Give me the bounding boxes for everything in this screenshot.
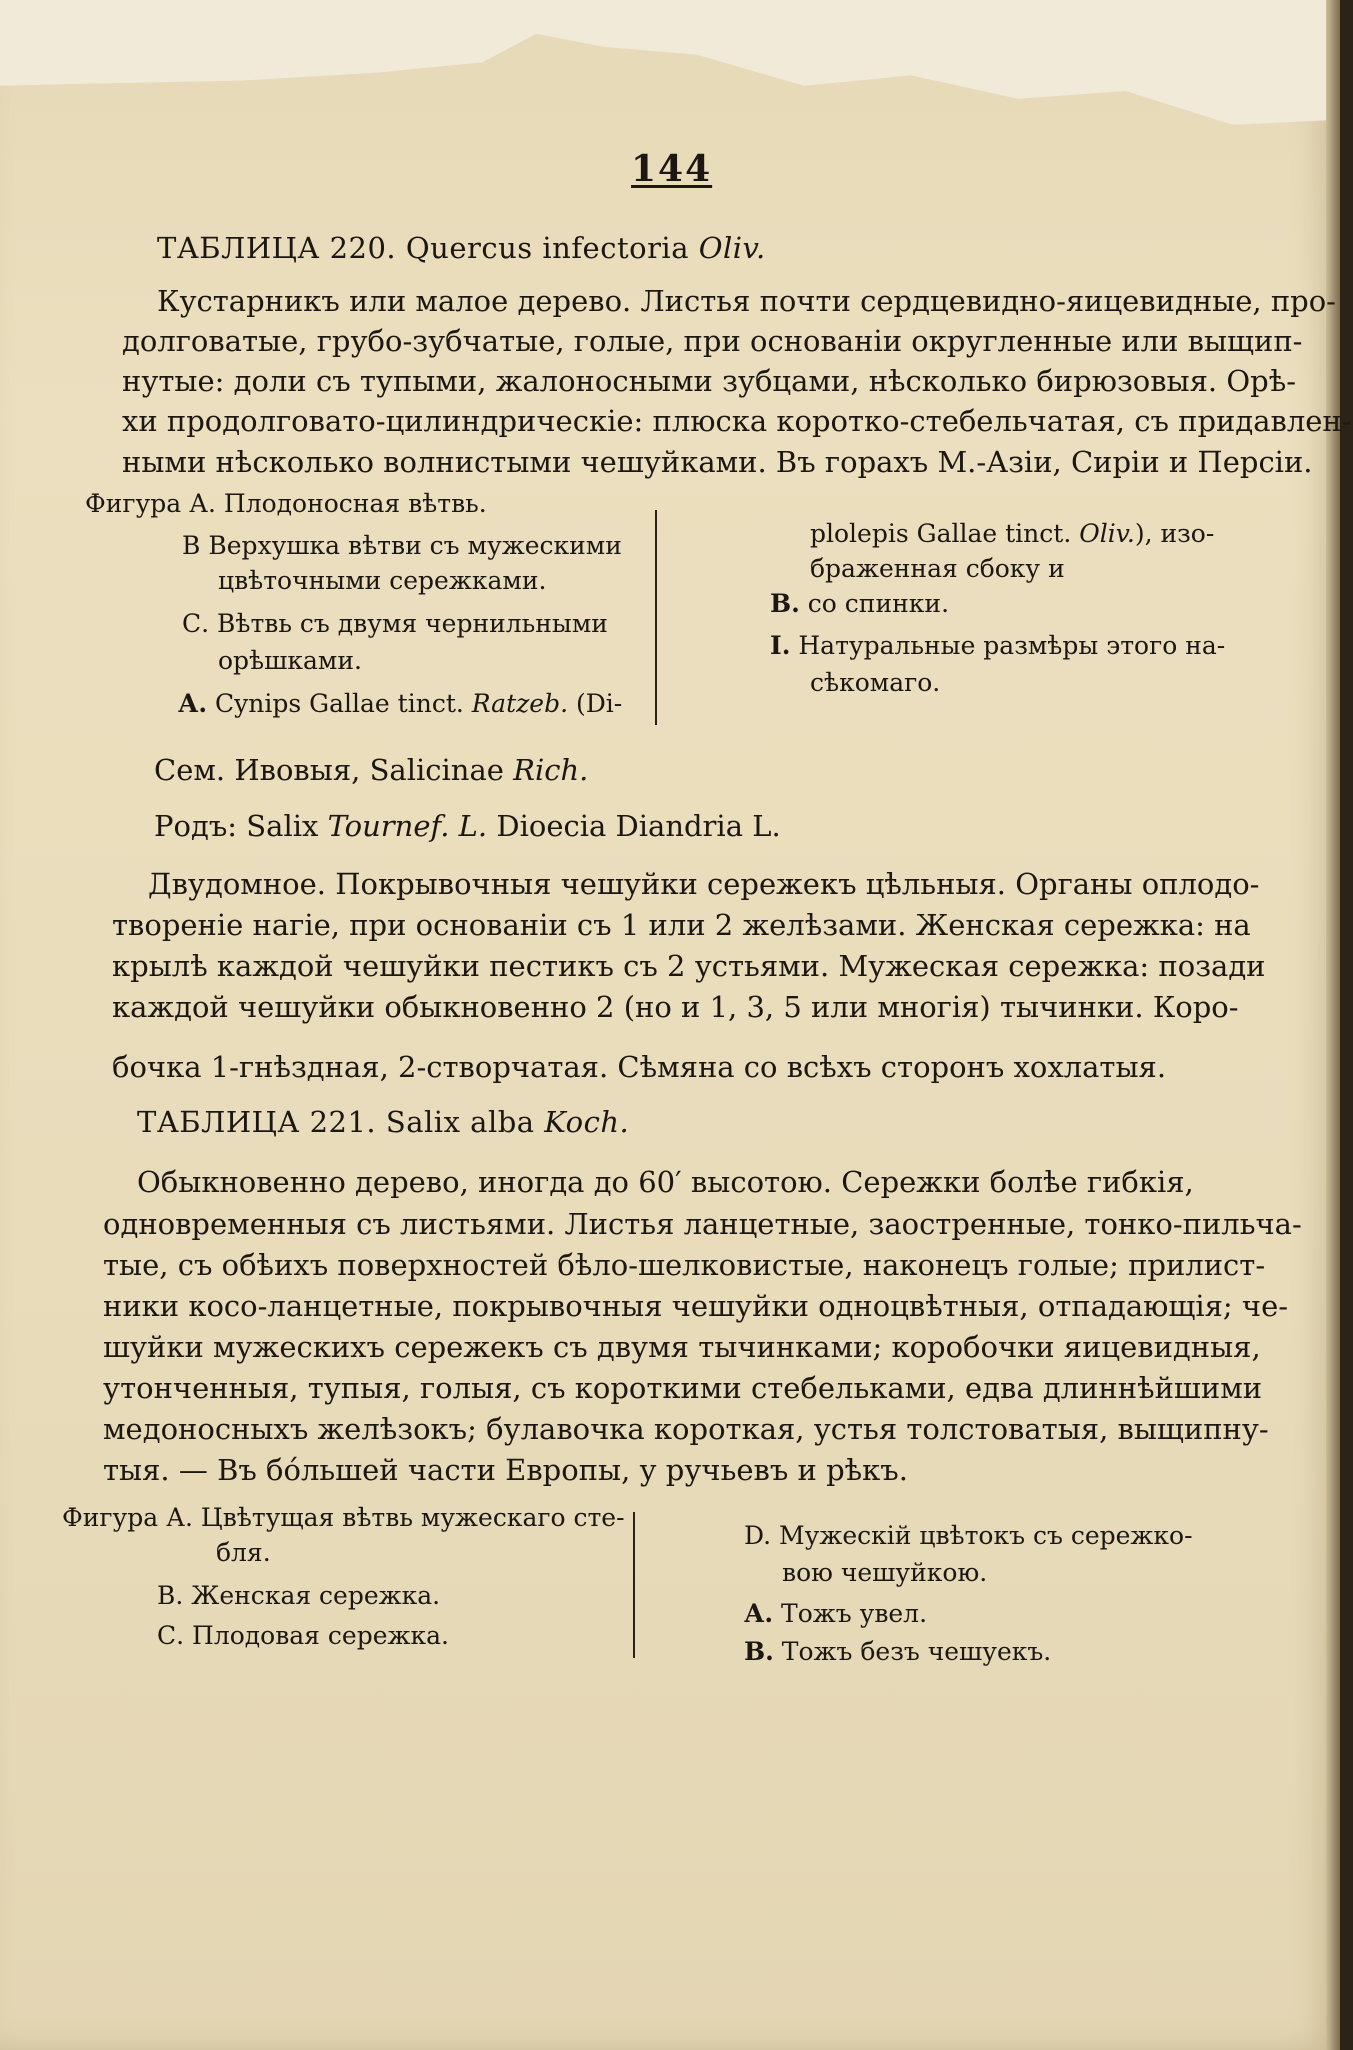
t220-figure-item: В Верхушка вѣтви съ мужескими [182,531,622,560]
t221-desc-line: тыя. — Въ бóльшей части Европы, у ручьевъ и рѣкъ. [103,1453,908,1487]
t221-figure-item-right: вою чешуйкою. [782,1558,988,1587]
genus-desc-line: Двудомное. Покрывочныя чешуйки сережекъ цѣльныя. Органы оплодо- [148,867,1260,901]
t220-figure-item: цвѣточными сережками. [218,566,547,595]
table-221-heading [137,1104,629,1140]
family-heading [154,752,588,788]
t221-figure-item: бля. [216,1538,271,1567]
t221-figure-item-right [744,1598,927,1630]
table-221-author: Koch. [544,1105,630,1139]
t221-figure-item-right: D. Мужескій цвѣтокъ съ сережко- [744,1521,1193,1550]
t221-desc-line: шуйки мужескихъ сережекъ съ двумя тычинками; коробочки яицевидныя, [103,1330,1261,1364]
t220-desc-line: ными нѣсколько волнистыми чешуйками. Въ горахъ М.-Азіи, Сиріи и Персіи. [122,445,1313,479]
genus-author: Tournef. L. [327,809,488,843]
figure-letter: А. [744,1599,774,1628]
t220-figure-item-right [810,518,1214,550]
genus-system: Dioecia Diandria L. [496,809,781,843]
t221-figure-item: Фигура А. Цвѣтущая вѣтвь мужескаго сте- [62,1503,625,1532]
torn-paper-area [0,0,1340,130]
figure-text: Тожъ безъ чешуекъ. [781,1637,1052,1666]
t221-desc-line: медоносныхъ желѣзокъ; булавочка короткая, устья толстоватыя, выщипну- [103,1412,1269,1446]
figure-text-end: (Di- [575,689,623,718]
t220-figure-item-a [178,688,622,720]
family-latin: Salicinae [369,753,504,787]
t221-figure-item: В. Женская сережка. [157,1581,441,1610]
t220-figure-item: С. Вѣтвь съ двумя чернильными [182,609,608,638]
genus-desc-line: крылѣ каждой чешуйки пестикъ съ 2 устьями. Мужеская сережка: позади [112,949,1266,983]
figure-author: Oliv. [1079,519,1135,548]
t221-desc-line: одновременныя съ листьями. Листья ланцетные, заостренные, тонко-пильча- [103,1207,1302,1241]
t221-figure-item: С. Плодовая сережка. [157,1621,449,1650]
figure-text: plolepis Gallae tinct. [810,519,1072,548]
t220-figure-item-right [770,630,1225,662]
page-number: 144 [631,148,713,190]
figure-text: Тожъ увел. [781,1599,928,1628]
column-divider [655,510,657,725]
table-221-label: ТАБЛИЦА 221. [137,1105,377,1139]
genus-latin: Salix [246,809,319,843]
t220-figure-item-right: сѣкомаго. [810,668,941,697]
t221-figure-item-right [744,1636,1051,1668]
t221-desc-line: Обыкновенно дерево, иногда до 60′ высотою. Сережки болѣе гибкія, [137,1165,1194,1199]
column-divider [633,1512,635,1658]
t220-desc-line: нутые: доли съ тупыми, жалоносными зубцами, нѣсколько бирюзовыя. Орѣ- [122,364,1296,398]
t221-desc-line: утонченныя, тупыя, голыя, съ короткими стебельками, едва длиннѣйшими [103,1371,1263,1405]
t221-desc-line: тые, съ обѣихъ поверхностей бѣло-шелковистые, наконецъ голые; прилист- [103,1248,1266,1282]
t220-desc-line: долговатые, грубо-зубчатые, голые, при основаніи округленные или выщип- [122,324,1303,358]
t220-figure-item: Фигура А. Плодоносная вѣтвь. [85,489,487,518]
table-220-species: Quercus infectoria [405,231,690,265]
figure-text: Cynips Gallae tinct. [215,689,464,718]
figure-letter: В. [744,1637,774,1666]
genus-label: Родъ: [154,809,238,843]
family-author: Rich. [513,753,589,787]
genus-desc-line: каждой чешуйки обыкновенно 2 (но и 1, 3, 5 или многія) тычинки. Коро- [112,990,1239,1024]
table-220-author: Oliv. [698,231,766,265]
t220-desc-line: Кустарникъ или малое дерево. Листья почти сердцевидно-яицевидные, про- [157,284,1336,318]
t221-desc-line: ники косо-ланцетные, покрывочныя чешуйки одноцвѣтныя, отпадающія; че- [103,1289,1289,1323]
family-label: Сем. Ивовыя, [154,753,361,787]
genus-desc-line: твореніе нагіе, при основаніи съ 1 или 2 желѣзами. Женская сережка: на [112,908,1251,942]
genus-heading [154,808,781,844]
genus-desc-line: бочка 1-гнѣздная, 2-створчатая. Сѣмяна со всѣхъ сторонъ хохлатыя. [112,1050,1167,1084]
figure-text-end: ), изо- [1134,519,1215,548]
t220-figure-item: орѣшками. [218,646,362,675]
figure-text: Натуральные размѣры этого на- [798,631,1226,660]
figure-letter: B. [770,589,800,618]
table-220-heading [157,230,766,266]
figure-letter: I. [770,631,791,660]
t220-figure-item-right [770,588,949,620]
figure-letter: А. [178,689,208,718]
t220-figure-item-right: браженная сбоку и [810,554,1065,583]
figure-text: со спинки. [807,589,950,618]
table-220-label: ТАБЛИЦА 220. [157,231,397,265]
figure-author: Ratzeb. [471,689,569,718]
t220-desc-line: хи продолговато-цилиндрическіе: плюска коротко-стебельчатая, съ придавлен- [122,404,1352,438]
table-221-species: Salix alba [385,1105,535,1139]
